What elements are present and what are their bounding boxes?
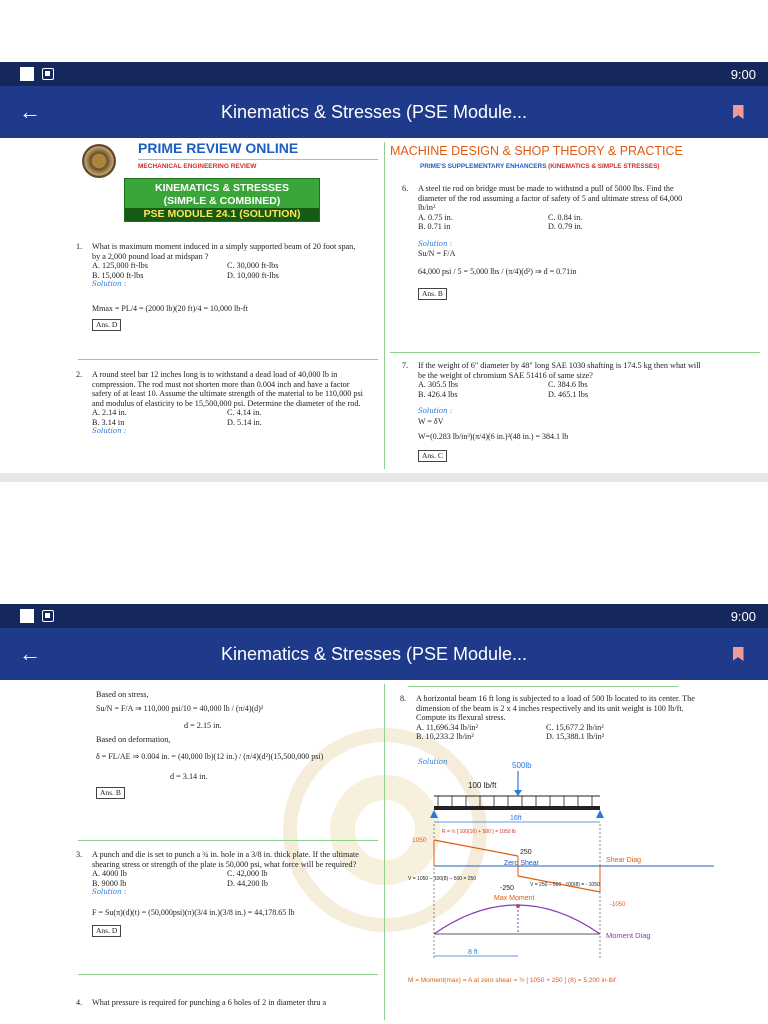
column-divider xyxy=(384,684,385,1020)
module-title-box xyxy=(124,178,320,222)
question-text: A horizontal beam 16 ft long is subjected to a load of 500 lb located to its center. The dimension of the beam is 2 x 4 inches respectively and its unit weight is 100 lb/ft. Compute its flexural stress. xyxy=(416,694,695,722)
option-c: C. 4.14 in. xyxy=(227,408,262,417)
beam-diagram xyxy=(404,758,760,1020)
separator-line xyxy=(390,352,760,353)
answer-box: Ans. D xyxy=(92,925,121,937)
shear-neg250-label: -250 xyxy=(500,885,515,892)
right-subheader-b: (KINEMATICS & SIMPLE STRESSES) xyxy=(548,163,660,170)
moment-diagram-label: Moment Diag xyxy=(606,931,651,940)
reaction-formula: R = ½ [ 100(16) + 500 ] = 1050 lb xyxy=(442,829,516,835)
solution-label: Solution : xyxy=(418,239,453,248)
solution-label: Solution : xyxy=(92,427,127,435)
status-time: 9:00 xyxy=(730,66,756,82)
option-a: A. 0.75 in. xyxy=(418,212,453,222)
option-a: A. 125,000 ft-lbs xyxy=(92,261,148,270)
app-notification-icon xyxy=(42,610,54,622)
option-d: D. 44,200 lb xyxy=(227,878,268,888)
option-a: A. 4000 lb xyxy=(92,869,127,878)
stress-label: Based on stress, xyxy=(96,690,149,699)
deformation-formula: δ = FL/AE ⇒ 0.004 in. = (40,000 lb)(12 in.) / (π/4)(d²)(15,500,000 psi) xyxy=(96,752,324,761)
answer-box: Ans. B xyxy=(96,787,125,799)
solution-formula: F = Su(π)(d)(t) = (50,000psi)(π)(3/4 in.)(3/8 in.) = 44,178.65 lb xyxy=(92,907,295,917)
moment-max-formula: M = Moment(max) = A at zero shear = ½ [ 1050 + 250 ] (8) = 5,200 in-lbf xyxy=(408,977,616,984)
separator-line xyxy=(78,974,378,975)
document-page-2[interactable] xyxy=(0,680,768,1024)
distributed-load-label: 100 lb/ft xyxy=(468,781,497,790)
option-d: D. 5.14 in. xyxy=(227,417,262,427)
solution-label: Solution : xyxy=(92,888,127,896)
option-a: A. 305.5 lbs xyxy=(418,380,459,389)
notification-icon xyxy=(20,67,34,81)
option-b: B. 0.71 in xyxy=(418,222,451,231)
document-title: Kinematics & Stresses (PSE Module... xyxy=(220,101,528,122)
status-bar xyxy=(0,62,768,86)
question-8 xyxy=(400,694,708,742)
right-header: MACHINE DESIGN & SHOP THEORY & PRACTICE xyxy=(390,144,683,158)
separator-line xyxy=(408,686,678,687)
app-bar xyxy=(0,86,768,138)
stress-formula: Su/N = F/A ⇒ 110,000 psi/10 = 40,000 lb / (π/4)(d)² xyxy=(96,703,264,713)
app-notification-icon xyxy=(42,68,54,80)
status-time: 9:00 xyxy=(730,608,756,624)
option-c: C. 42,000 lb xyxy=(227,869,268,878)
option-a: A. 11,696.34 lb/in² xyxy=(416,722,478,732)
solution-formula-2: 64,000 psi / 5 = 5,000 lbs / (π/4)(d²) ⇒ d = 0.71in xyxy=(418,266,577,276)
right-subheader xyxy=(420,162,660,172)
question-text: A punch and die is set to punch a ¾ in. hole in a 3/8 in. thick plate. If the ultimate shearing stress or strength of the plate is 50,000 psi, what force will be required? xyxy=(92,850,359,869)
screen-top xyxy=(0,62,768,482)
max-moment-label: Max Moment xyxy=(494,895,535,902)
left-shear-calc: V = 1050 – 100(8) – 500 = 250 xyxy=(408,876,477,882)
question-number: 4. xyxy=(76,998,83,1007)
option-d: D. 10,000 ft-lbs xyxy=(227,270,279,280)
option-c: C. 15,677.2 lb/in² xyxy=(546,722,604,732)
shear-diagram-label: Shear Diag xyxy=(606,857,642,864)
solution-label: Solution : xyxy=(92,280,127,288)
question-4 xyxy=(76,998,372,1012)
question-text: If the weight of 6" diameter by 48" long SAE 1030 shafting is 174.5 kg then what will be the weight of chromium SAE 51416 of same size? xyxy=(418,361,701,380)
module-title-line3: PSE MODULE 24.1 (SOLUTION) xyxy=(125,208,319,221)
option-b: B. 3.14 in xyxy=(92,417,125,427)
solution-formula-1: Su/N = F/A xyxy=(418,249,456,258)
module-title-line1: KINEMATICS & STRESSES xyxy=(155,182,289,194)
option-b: B. 9000 lb xyxy=(92,878,127,888)
column-divider xyxy=(384,142,385,469)
zero-shear-label: Zero Shear xyxy=(504,860,540,867)
solution-formula: Mmax = PL/4 = (2000 lb)(20 ft)/4 = 10,000 lb-ft xyxy=(92,303,248,313)
eight-ft-label: 8 ft xyxy=(468,949,478,956)
right-subheader-a: PRIME'S SUPPLEMENTARY ENHANCERS xyxy=(420,163,547,170)
solution-label: Solution xyxy=(418,758,448,766)
screen-bottom xyxy=(0,604,768,1024)
status-bar xyxy=(0,604,768,628)
question-text: What pressure is required for punching a 6 holes of 2 in diameter thru a xyxy=(92,998,327,1007)
app-bar xyxy=(0,628,768,680)
option-c: C. 384.6 lbs xyxy=(548,380,588,389)
stress-result: d = 2.15 in. xyxy=(184,721,222,730)
brand-divider xyxy=(138,159,378,160)
question-6 xyxy=(402,184,694,300)
document-page-1[interactable] xyxy=(0,138,768,482)
document-title: Kinematics & Stresses (PSE Module... xyxy=(220,643,528,664)
back-arrow-icon[interactable]: ← xyxy=(19,641,41,666)
shear-neg1050-label: -1050 xyxy=(610,902,626,908)
answer-box: Ans. C xyxy=(418,450,447,462)
separator-line xyxy=(78,359,378,360)
option-a: A. 2.14 in. xyxy=(92,408,127,417)
option-b: B. 10,233.2 lb/in² xyxy=(416,732,474,741)
separator-line xyxy=(78,840,378,841)
answer-box: Ans. B xyxy=(418,288,447,300)
question-text: What is maximum moment induced in a simply supported beam of 20 foot span, by a 2,000 pound load at midspan ? xyxy=(92,242,356,261)
deformation-label: Based on deformation, xyxy=(96,734,171,744)
option-b: B. 15,000 ft-lbs xyxy=(92,270,144,280)
option-d: D. 0.79 in. xyxy=(548,222,583,231)
module-title-line2: (SIMPLE & COMBINED) xyxy=(163,195,281,207)
prime-review-logo xyxy=(82,144,116,178)
q2-solution-continued xyxy=(96,690,376,799)
question-number: 2. xyxy=(76,370,83,379)
question-3 xyxy=(76,850,372,937)
point-load-label: 500lb xyxy=(512,761,532,770)
bookmark-icon[interactable] xyxy=(708,647,768,661)
question-text: A steel tie rod on bridge must be made to withstnd a pull of 5000 lbs. Find the diameter of the rod assuming a factor of safety of 5 and ultimate stress of 64,000 lb/in² xyxy=(418,184,683,212)
right-shear-calc: V = 250 – 500 –100(8) = - 1050 xyxy=(530,882,600,888)
question-number: 1. xyxy=(76,242,83,251)
question-number: 8. xyxy=(400,694,407,703)
solution-formula-1: W = δV xyxy=(418,416,444,426)
brand-subtitle: MECHANICAL ENGINEERING REVIEW xyxy=(138,163,257,170)
option-d: D. 465.1 lbs xyxy=(548,389,589,399)
question-2 xyxy=(76,370,370,437)
question-number: 6. xyxy=(402,184,409,193)
notification-icon xyxy=(20,609,34,623)
shear-250-label: 250 xyxy=(520,849,532,856)
option-c: C. 0.84 in. xyxy=(548,212,583,222)
brand-title: PRIME REVIEW ONLINE xyxy=(138,140,299,156)
question-text: A round steel bar 12 inches long is to withstand a dead load of 40,000 lb in compression. The rod must not shorten more than 0.004 inch and have a factor safety of at least 10. Assume the ultimate strength of the material to be 110,000 psi and modulus of elasticity to be 15,500,000 psi. Determine the diameter of the rod. xyxy=(92,370,363,408)
back-arrow-icon[interactable]: ← xyxy=(19,99,41,124)
span-label: 16ft xyxy=(510,815,522,822)
question-number: 3. xyxy=(76,850,83,859)
option-b: B. 426.4 lbs xyxy=(418,389,458,399)
deformation-result: d = 3.14 in. xyxy=(170,771,208,781)
option-d: D. 15,388.1 lb/in² xyxy=(546,732,605,741)
question-number: 7. xyxy=(402,361,409,370)
solution-formula-2: W=(0.283 lb/in³)(π/4)(6 in.)²(48 in.) = 384.1 lb xyxy=(418,432,569,441)
option-c: C. 30,000 ft-lbs xyxy=(227,261,279,270)
bookmark-icon[interactable] xyxy=(708,105,768,119)
question-7 xyxy=(402,361,708,462)
solution-label: Solution : xyxy=(418,407,453,415)
answer-box: Ans. D xyxy=(92,319,121,331)
question-1 xyxy=(76,242,362,331)
shear-1050-label: 1050 xyxy=(412,837,427,844)
